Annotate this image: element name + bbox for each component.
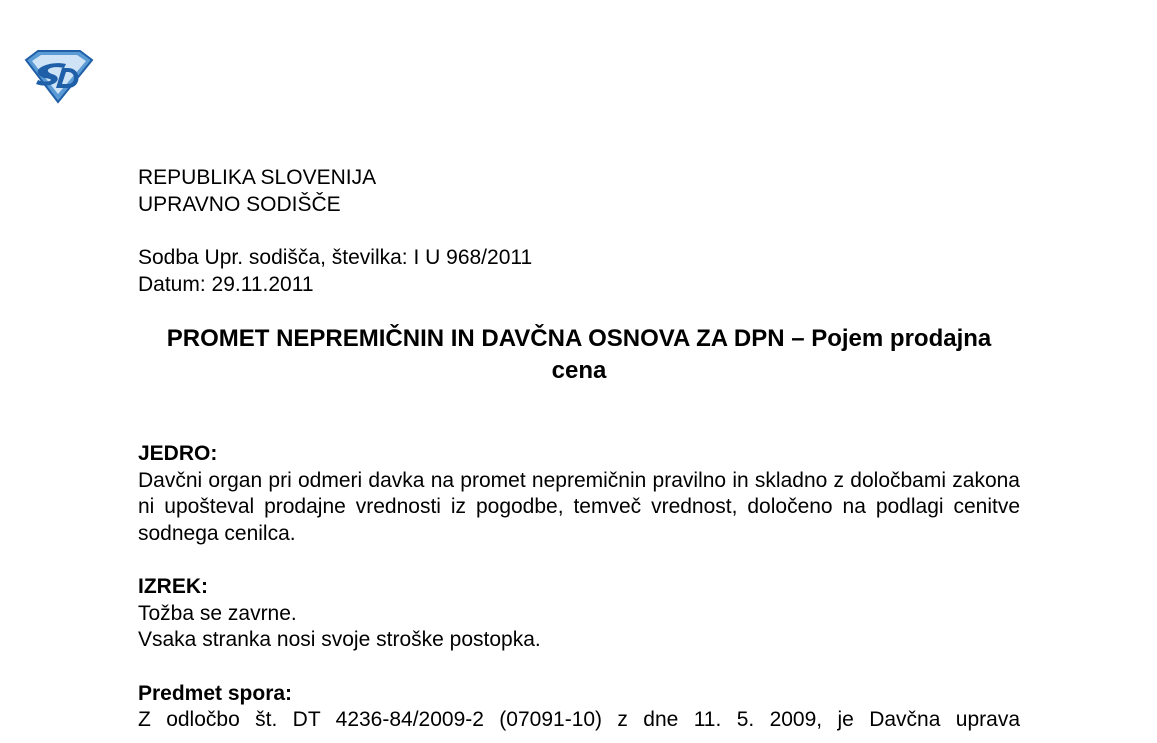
- country-name: REPUBLIKA SLOVENIJA: [138, 166, 377, 189]
- jedro-text: Davčni organ pri odmeri davka na promet nepremičnin pravilno in skladno z določbami zakona ni upošteval prodajne vrednosti iz pogodbe, temveč vrednost, določeno na podlagi cenitve sodnega cenilca.: [138, 468, 1020, 545]
- predmet-text: Z odločbo št. DT 4236-84/2009-2 (07091-10) z dne 11. 5. 2009, je Davčna uprava: [138, 708, 1020, 731]
- section-izrek: [138, 574, 1020, 654]
- izrek-line-2: Vsaka stranka nosi svoje stroške postopka.: [138, 628, 541, 651]
- jedro-heading: JEDRO:: [138, 442, 218, 465]
- document-body: [138, 165, 1020, 734]
- sd-shield-icon: [22, 48, 96, 104]
- predmet-heading: Predmet spora:: [138, 681, 293, 705]
- decision-date: Datum: 29.11.2011: [138, 272, 314, 296]
- izrek-line-1: Tožba se zavrne.: [138, 601, 297, 625]
- section-jedro: [138, 441, 1020, 547]
- court-logo: [22, 48, 96, 104]
- court-name: UPRAVNO SODIŠČE: [138, 192, 341, 216]
- case-number: Sodba Upr. sodišča, številka: I U 968/2011: [138, 246, 533, 269]
- section-predmet: [138, 681, 1020, 734]
- document-title: PROMET NEPREMIČNIN IN DAVČNA OSNOVA ZA DPN – Pojem prodajna cena: [166, 325, 992, 384]
- izrek-heading: IZREK:: [138, 575, 208, 598]
